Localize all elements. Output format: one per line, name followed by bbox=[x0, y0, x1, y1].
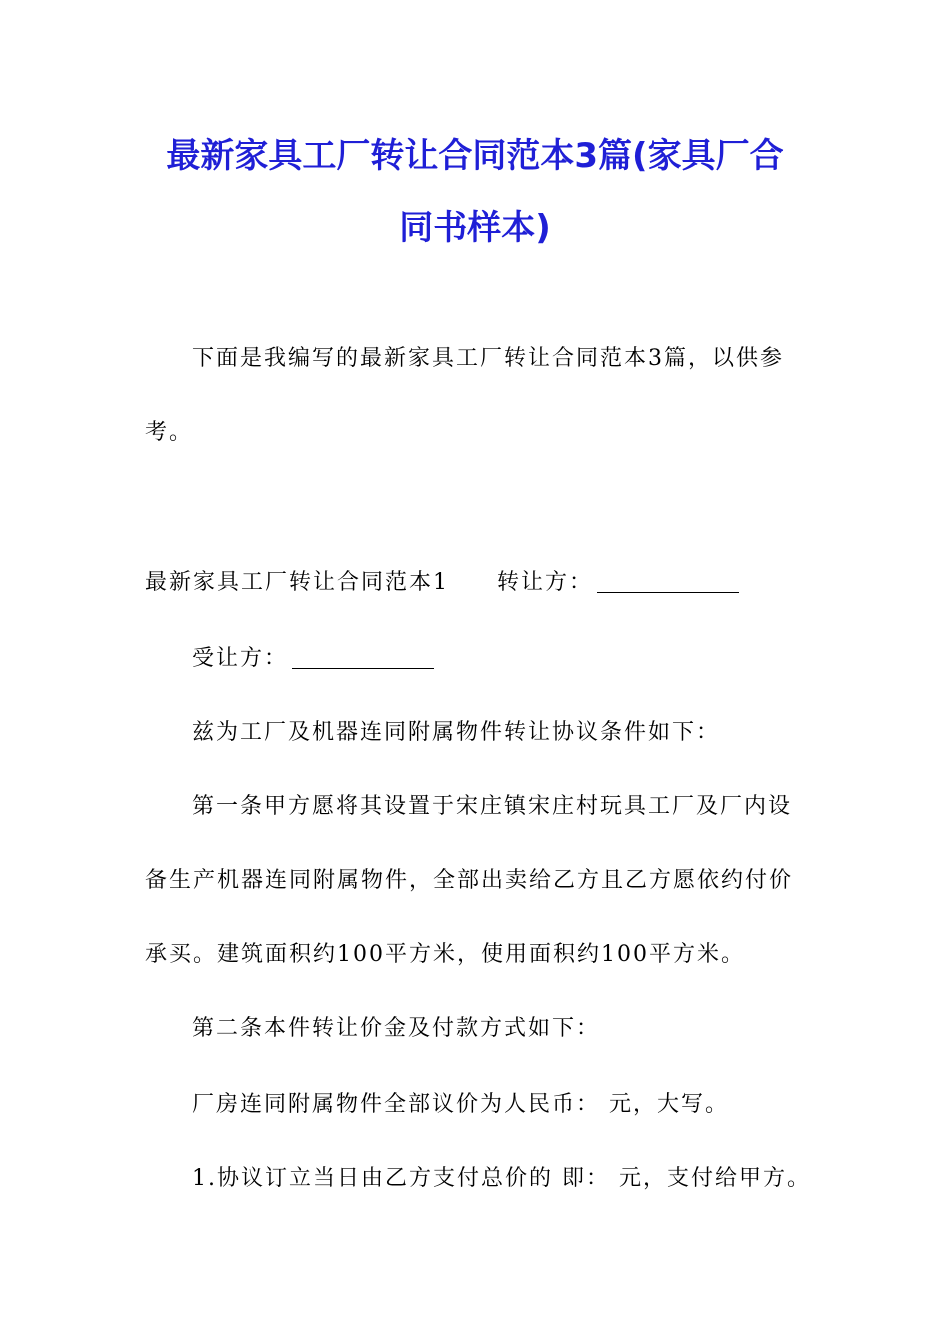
payment-item-1: 1.协议订立当日由乙方支付总价的 即： 元，支付给甲方。 bbox=[192, 1166, 811, 1191]
preamble-paragraph: 兹为工厂及机器连同附属物件转让协议条件如下： bbox=[192, 720, 721, 745]
transferor-blank bbox=[597, 591, 739, 593]
transferor-label: 转让方： bbox=[497, 570, 594, 595]
article1-line-3: 承买。建筑面积约100平方米，使用面积约100平方米。 bbox=[145, 942, 745, 967]
article1-line-2: 备生产机器连同附属物件，全部出卖给乙方且乙方愿依约付价 bbox=[145, 868, 794, 893]
contract-heading-row bbox=[145, 568, 739, 598]
document-title-line-2: 同书样本) bbox=[399, 208, 551, 248]
transferee-row bbox=[192, 644, 434, 674]
intro-paragraph-line-1: 下面是我编写的最新家具工厂转让合同范本3篇，以供参 bbox=[192, 346, 784, 371]
transferee-label: 受让方： bbox=[192, 646, 289, 671]
document-title-line-1: 最新家具工厂转让合同范本3篇(家具厂合 bbox=[166, 136, 784, 176]
transferee-blank bbox=[292, 667, 434, 669]
intro-paragraph-line-2: 考。 bbox=[145, 420, 194, 445]
article1-line-1: 第一条甲方愿将其设置于宋庄镇宋庄村玩具工厂及厂内设 bbox=[192, 794, 793, 819]
contract-heading: 最新家具工厂转让合同范本1 bbox=[145, 570, 449, 595]
article2-paragraph: 第二条本件转让价金及付款方式如下： bbox=[192, 1016, 601, 1041]
price-paragraph: 厂房连同附属物件全部议价为人民币： 元，大写。 bbox=[192, 1092, 729, 1117]
